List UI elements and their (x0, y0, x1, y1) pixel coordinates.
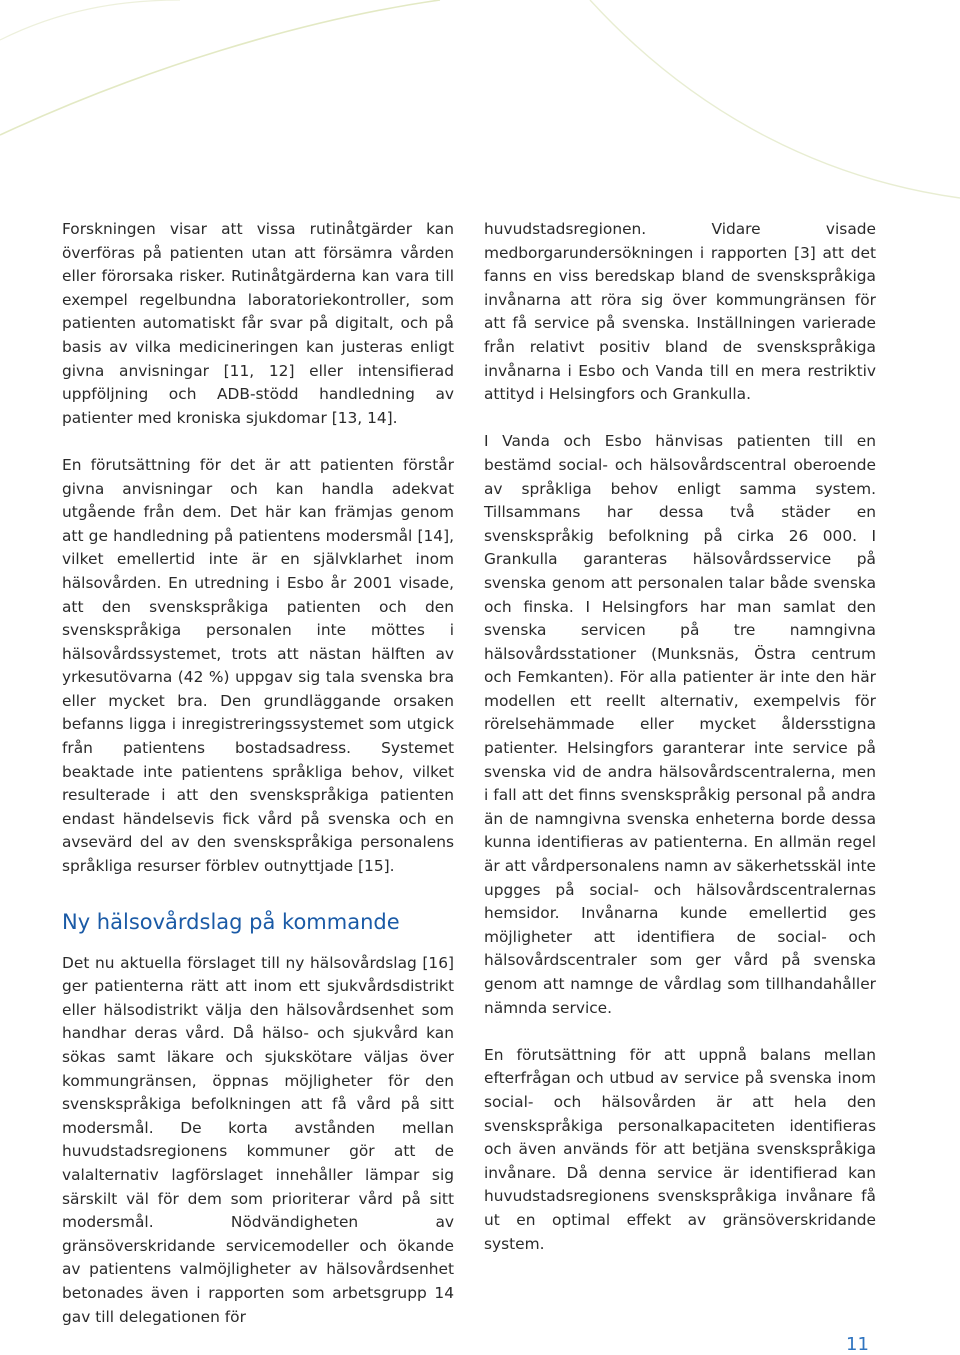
paragraph: Det nu aktuella förslaget till ny hälsovårdslag [16] ger patienterna rätt att inom ett sjukvårdsdistrikt eller hälsodistrikt välja den hälsovårdsenhet som handhar deras vård. Då hälso- och sjukvård kan sökas samt läkare och sjukskötare väljas över kommungränsen, öppnas möjligheter för den svenskspråkiga befolkningen att få vård på sitt modersmål. De korta avstånden mellan huvudstadsregionens kommuner gör att de valalternativ lagförslaget innehåller lämpar sig särskilt väl för dem som prioriterar vård på sitt modersmål. Nödvändigheten av gränsöverskridande servicemodeller och ökande av patientens valmöjligheter av hälsovårdsenhet betonades även i rapporten som arbetsgrupp 14 gav till delegationen för (62, 953, 454, 1326)
paragraph: Forskningen visar att vissa rutinåtgärder kan överföras på patienten utan att försämra vården eller förorsaka risker. Rutinåtgärderna kan vara till exempel regelbundna laboratoriekontroller, som patienten automatiskt får svar på digitalt, och på basis av vilka medicineringen kan justeras enligt givna anvisningar [11, 12] eller intensifierad uppföljning och ADB-stödd handledning av patienter med kroniska sjukdomar [13, 14]. (62, 220, 454, 427)
paragraph: En förutsättning för att uppnå balans mellan efterfrågan och utbud av service på svenska inom social- och hälsovården är att hela den svenskspråkiga personalkapaciteten identifieras och även används för att betjäna svenskspråkiga invånare. Då denna service är identifierad kan huvudstadsregionens svenskspråkiga invånare få ut en optimal effekt av gränsöverskridande system. (484, 1045, 876, 1253)
decorative-curve-2 (590, 0, 960, 198)
paragraph: I Vanda och Esbo hänvisas patienten till en bestämd social- och hälsovårdscentral oberoende av språkliga behov enligt samma system. Tillsammans har dessa två städer en svenskspråkig befolkning på cirka 26 000. I Grankulla garanteras hälsovårdsservice på svenska genom att personalen talar både svenska och finska. I Helsingfors har man samlat den svenska servicen på tre namngivna hälsovårdsstationer (Munksnäs, Östra centrum och Femkanten). För alla patienter är inte den här modellen ett reellt alternativ, exempelvis för rörelsehämmade eller mycket åldersstigna patienter. Helsingfors garanterar inte service på svenska vid de andra hälsovårdscentralerna, men i fall att det finns svenskspråkig personal på andra än de namngivna svenska enheterna borde dessa kunna identifieras av patienterna. En allmän regel är att vårdpersonalens namn av säkerhetsskäl inte upgges på social- och hälsovårdscentralernas hemsidor. Invånarna kunde emellertid ges möjligheter att identifiera de social- och hälsovårdscentraler som ger vård på svenska genom att namnge de vårdlag som tillhandahåller nämnda service. (484, 432, 876, 1017)
decorative-curve-1 (0, 0, 440, 135)
right-column (484, 218, 876, 1256)
left-column (62, 218, 454, 1329)
paragraph: En förutsättning för det är att patienten förstår givna anvisningar och kan handla adekvat utgående från dem. Det här kan främjas genom att ge handledning på patientens modersmål [14], vilket emellertid inte är en självklarhet inom hälsovården. En utredning i Esbo år 2001 visade, att den svenskspråkiga patienten och den svenskspråkiga personalen inte möttes i hälsovårdssystemet, trots att nästan hälften av yrkesutövarna (42 %) uppgav sig tala svenska bra eller mycket bra. Den grundläggande orsaken befanns ligga i inregistreringssystemet som utgick från patientens bostadsadress. Systemet beaktade inte patientens språkliga behov, vilket resulterade i att den svenskspråkiga patienten endast händelsevis fick vård på svenska och en avsevärd del av den svenskspråkiga personalens språkliga resurser förblev outnyttjade [15]. (62, 455, 454, 876)
page-number: 11 (846, 1334, 869, 1355)
decorative-curve-3 (0, 0, 180, 40)
section-heading: Ny hälsovårdslag på kommande (62, 909, 400, 934)
paragraph: huvudstadsregionen. Vidare visade medborgarundersökningen i rapporten [3] att det fanns en viss beredskap bland de svenskspråkiga invånarna att röra sig över kommungränsen för att få service på svenska. Inställningen varierade från relativt positiv bland de svenskspråkiga invånarna i Esbo och Vanda till en mera restriktiv attityd i Helsingfors och Grankulla. (484, 220, 876, 404)
